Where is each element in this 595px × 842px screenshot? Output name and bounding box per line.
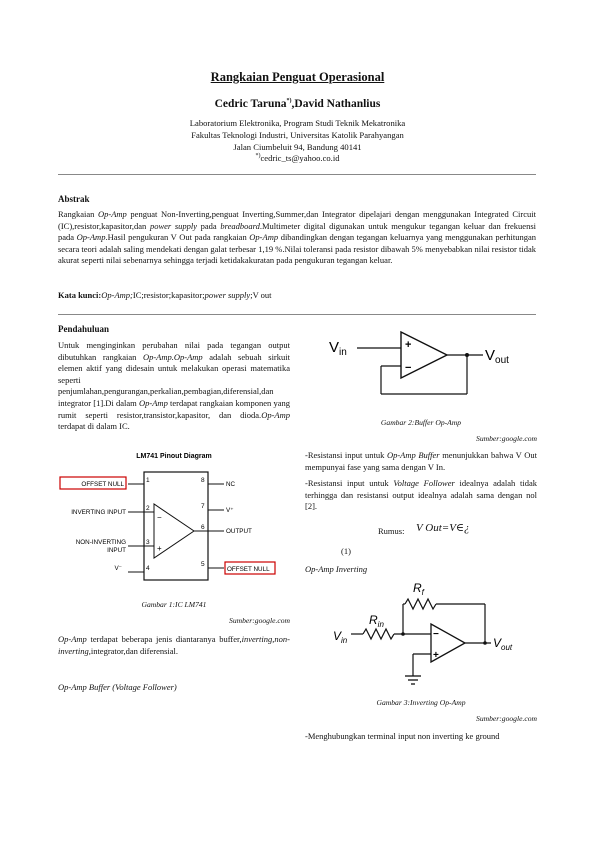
buffer-heading: Op-Amp Buffer (Voltage Follower) <box>58 682 177 692</box>
pin-number-6: 6 <box>201 524 205 531</box>
inside-minus: − <box>157 513 162 522</box>
figure1-source: Sumber:google.com <box>229 616 290 625</box>
author-first: Cedric Taruna <box>214 98 287 110</box>
author-line <box>0 98 595 110</box>
figure3-source: Sumber:google.com <box>476 714 537 723</box>
abstract-heading: Abstrak <box>58 194 90 204</box>
buffer-vout-label: $V_{out}$ <box>485 347 509 366</box>
rin-label: $R_{in}$ <box>369 613 384 629</box>
pin-label-non-inverting: NON-INVERTING <box>75 539 126 546</box>
pin-label-output: OUTPUT <box>226 528 252 535</box>
inverting-opamp-diagram <box>305 578 537 690</box>
pin-number-2: 2 <box>146 505 150 512</box>
section-divider <box>58 314 536 315</box>
pin-number-4: 4 <box>146 565 150 572</box>
pin-label-v-minus: V⁻ <box>114 565 122 572</box>
affiliation-line-2: Fakultas Teknologi Industri, Universitas Katolik Parahyangan <box>191 130 404 140</box>
author-mark: *) <box>286 98 292 105</box>
inside-plus: + <box>157 544 162 553</box>
buffer-opamp-diagram <box>305 328 537 410</box>
intro-text: Untuk menginginkan perubahan nilai pada tegangan output dibutuhkan rangkaian Op-Amp.Op-Amp adalah sebuah sirkuit elemen aktif yang didesain untuk melakukan operasi matematika seperti penjumlahan,pengurangan,perkalian,pembagian,diferensial,dan integrator [1].Di dalam Op-Amp terdapat rangkaian komponen yang rumit seperti resistor,transistor,kapasitor, dan dioda.Op-Amp terdapat di dalam IC. <box>58 340 290 432</box>
inverting-minus-sign: − <box>433 629 439 640</box>
inverting-vin-label: $V_{in}$ <box>333 629 348 645</box>
affiliation-line-3: Jalan Ciumbeluit 94, Bandung 40141 <box>233 142 362 152</box>
pin-number-5: 5 <box>201 561 205 568</box>
figure2-source: Sumber:google.com <box>476 434 537 443</box>
inverting-point-1: -Menghubungkan terminal input non inverting ke ground <box>305 731 500 741</box>
buffer-plus-sign: + <box>405 339 412 351</box>
rf-resistor <box>405 599 436 609</box>
pin-label-nc: NC <box>226 481 236 488</box>
paper-title: Rangkaian Penguat Operasional <box>210 70 385 84</box>
pin-label-offset-null-left: OFFSET NULL <box>81 481 124 488</box>
pin-label-non-inverting-input: INPUT <box>107 547 126 554</box>
formula-number: (1) <box>341 546 351 556</box>
keywords: Kata kunci:Op-Amp;IC;resistor;kapasitor;power supply;V out <box>58 290 272 300</box>
header-divider <box>58 174 536 175</box>
intro-heading: Pendahuluan <box>58 324 110 334</box>
rf-label: $R_f$ <box>413 581 424 597</box>
buffer-vin-label: $V_{in}$ <box>329 339 347 358</box>
inverting-plus-sign: + <box>433 650 439 661</box>
formula-label: Rumus: <box>378 526 405 536</box>
buffer-point-2: -Resistansi input untuk Voltage Follower idealnya adalah tidak terhingga dan resistansi output idealnya adalah sama dengan nol [2]. <box>305 478 538 512</box>
pin-number-1: 1 <box>146 477 150 484</box>
pin-number-7: 7 <box>201 503 205 510</box>
opamp-types-text: Op-Amp terdapat beberapa jenis diantaranya buffer,inverting,non-inverting,integrator,dan diferensial. <box>58 634 290 656</box>
formula-expression: V Out=V∈¿ <box>416 522 470 534</box>
inverting-vout-label: $V_{out}$ <box>493 636 513 652</box>
figure3-caption: Gambar 3:Inverting Op-Amp <box>376 698 466 707</box>
abstract-text: Rangkaian Op-Amp penguat Non-Inverting,penguat Inverting,Summer,dan Integrator dipelajari dengan menggunakan Integrated Circuit (IC),resistor,kapasitor,dan power supply pada breadboard.Multimeter digital digunakan untuk mengukur tegangan keluar dan frekuensi pada Op-Amp.Hasil pengukuran V Out pada rangkaian Op-Amp dibandingkan dengan tegangan keluarnya yang menggunakan perhitungan secara teori adalah saling mendekati dengan galat terbesar 1,19 %.Nilai toleransi pada resistor dibawah 5% menyebabkan nilai resistor tidak akurat seperti nilai sebenarnya sehingga terjadi ketidakakuratan pada pengukuran tegangan keluar. <box>58 209 537 266</box>
buffer-point-1: -Resistansi input untuk Op-Amp Buffer menunjukkan bahwa V Out mempunyai fase yang sama dengan V In. <box>305 450 538 472</box>
pin-label-v-plus: V⁺ <box>226 507 234 514</box>
affiliation-line-1: Laboratorium Elektronika, Program Studi Teknik Mekatronika <box>189 118 406 128</box>
pinout-title: LM741 Pinout Diagram <box>136 453 212 460</box>
email-line <box>0 153 595 163</box>
figure2-caption: Gambar 2:Buffer Op-Amp <box>380 418 462 427</box>
figure1-caption: Gambar 1:IC LM741 <box>141 600 207 609</box>
inverting-heading: Op-Amp Inverting <box>305 564 368 574</box>
pin-label-offset-null-right: OFFSET NULL <box>227 566 270 573</box>
buffer-minus-sign: − <box>405 362 412 374</box>
lm741-pinout-diagram <box>58 448 290 588</box>
pin-label-inverting-input: INVERTING INPUT <box>71 509 126 516</box>
email[interactable]: cedric_ts@yahoo.co.id <box>260 153 340 163</box>
author-second: ,David Nathanlius <box>291 98 381 110</box>
pin-number-8: 8 <box>201 477 205 484</box>
pin-number-3: 3 <box>146 539 150 546</box>
rin-resistor <box>363 629 394 639</box>
email-mark: *) <box>255 153 261 160</box>
